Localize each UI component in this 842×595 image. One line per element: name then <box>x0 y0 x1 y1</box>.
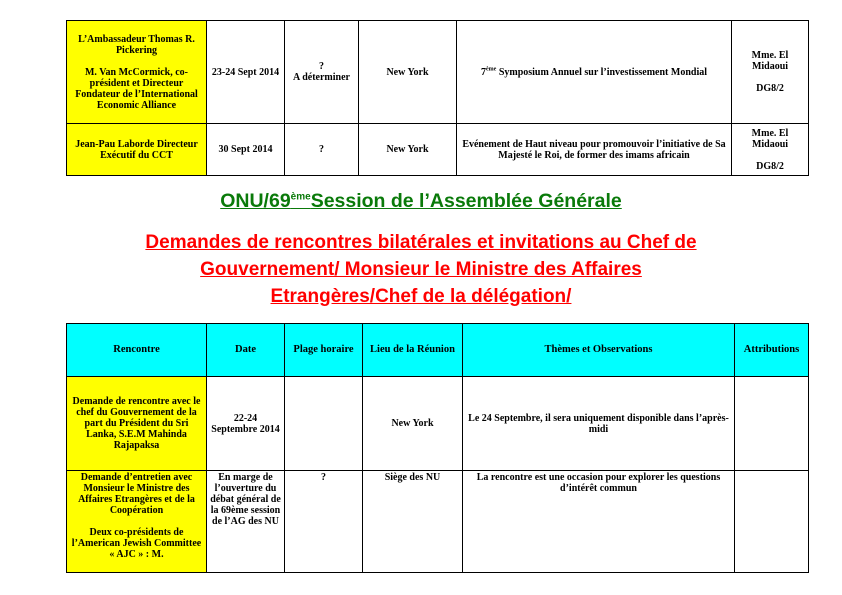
attribution-cell <box>732 21 809 124</box>
plage-cell: ? <box>285 124 359 176</box>
column-header-rencontre: Rencontre <box>67 324 207 377</box>
bilateral-requests-table <box>66 323 809 573</box>
session-title-suffix: Session de l’Assemblée Générale <box>310 190 622 212</box>
theme-text: Symposium Annuel sur l’investissement Mondial <box>496 66 707 78</box>
attribution-code: DG8/2 <box>756 160 784 172</box>
session-title-prefix: ONU/69 <box>220 190 291 212</box>
lieu-cell: New York <box>363 377 463 471</box>
session-title-sup: ème <box>290 191 311 203</box>
theme-cell <box>457 21 732 124</box>
plage-cell <box>285 21 359 124</box>
column-header-lieu: Lieu de la Réunion <box>363 324 463 377</box>
rencontre-cell <box>67 21 207 124</box>
date-cell: 23-24 Sept 2014 <box>207 21 285 124</box>
page-title-line: Etrangères/Chef de la délégation/ <box>270 286 572 307</box>
table-row <box>67 124 809 176</box>
theme-cell: Evénement de Haut niveau pour promouvoir l’initiative de Sa Majesté le Roi, de former des imams africain <box>457 124 732 176</box>
page-title-line: Gouvernement/ Monsieur le Ministre des Affaires <box>200 259 642 280</box>
page-title-line: Demandes de rencontres bilatérales et invitations au Chef de <box>145 232 697 253</box>
plage-cell: ? <box>285 471 363 573</box>
column-header-themes: Thèmes et Observations <box>463 324 735 377</box>
plage-cell <box>285 377 363 471</box>
theme-superscript: ème <box>485 66 497 73</box>
column-header-date: Date <box>207 324 285 377</box>
table-row <box>67 471 809 573</box>
rencontre-cell: Jean-Pau Laborde Directeur Exécutif du CCT <box>67 124 207 176</box>
rencontre-text: Demande d’entretien avec Monsieur le Ministre des Affaires Etrangères et de la Coopération <box>78 472 195 516</box>
rencontre-text: L’Ambassadeur Thomas R. Pickering <box>78 33 195 56</box>
session-title <box>0 190 842 213</box>
attribution-cell <box>735 377 809 471</box>
date-cell: 30 Sept 2014 <box>207 124 285 176</box>
rencontre-cell: Demande de rencontre avec le chef du Gouvernement de la part du Président du Sri Lanka, S.E.M Mahinda Rajapaksa <box>67 377 207 471</box>
attribution-cell <box>732 124 809 176</box>
page-title <box>0 229 842 310</box>
attribution-name: Mme. El Midaoui <box>751 127 789 150</box>
lieu-cell: Siège des NU <box>363 471 463 573</box>
table-header-row <box>67 324 809 377</box>
table-row <box>67 21 809 124</box>
date-cell: 22-24 Septembre 2014 <box>207 377 285 471</box>
date-cell: En marge de l’ouverture du débat général de la 69ème session de l’AG des NU <box>207 471 285 573</box>
lieu-cell: New York <box>359 21 457 124</box>
column-header-attributions: Attributions <box>735 324 809 377</box>
lieu-cell: New York <box>359 124 457 176</box>
plage-text: ? <box>319 61 324 72</box>
attribution-code: DG8/2 <box>756 83 784 94</box>
rencontre-text: Deux co-présidents de l’American Jewish Committee « AJC » : M. <box>71 527 202 560</box>
column-header-plage: Plage horaire <box>285 324 363 377</box>
rencontre-cell <box>67 471 207 573</box>
theme-cell: La rencontre est une occasion pour explorer les questions d’intérêt commun <box>463 471 735 573</box>
rencontre-text: M. Van McCormick, co-président et Directeur Fondateur de l’International Economic Alliance <box>75 66 198 111</box>
table-row <box>67 377 809 471</box>
previous-meetings-table <box>66 20 809 176</box>
attribution-name: Mme. El Midaoui <box>751 50 789 72</box>
theme-cell: Le 24 Septembre, il sera uniquement disponible dans l’après-midi <box>463 377 735 471</box>
attribution-cell <box>735 471 809 573</box>
theme-number: 7 <box>480 66 486 78</box>
plage-text: A déterminer <box>293 72 350 83</box>
